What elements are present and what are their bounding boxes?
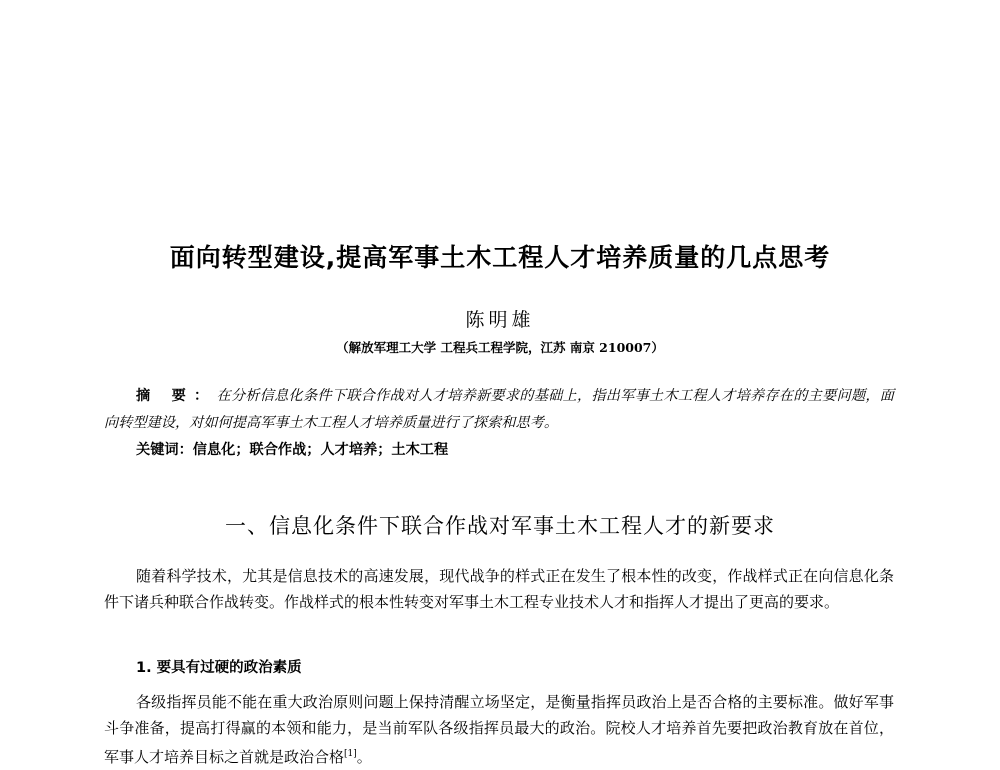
citation-reference: [1] xyxy=(344,749,357,759)
subsection-heading: 1. 要具有过硬的政治素质 xyxy=(136,660,302,676)
keywords xyxy=(136,437,448,464)
keywords-text: 信息化；联合作战；人才培养；土木工程 xyxy=(192,442,449,458)
author-affiliation: （解放军理工大学 工程兵工程学院，江苏 南京 210007） xyxy=(336,340,664,355)
paragraph-end: 。 xyxy=(356,748,372,766)
author-name: 陈明雄 xyxy=(465,309,535,331)
abstract xyxy=(104,383,894,437)
body-paragraph: 随着科学技术，尤其是信息技术的高速发展，现代战争的样式正在发生了根本性的改变，作战样式正在向信息化条件下诸兵种联合作战转变。作战样式的根本性转变对军事土木工程专业技术人才和指挥人才提出了更高的要求。 xyxy=(104,567,894,611)
keywords-label: 关键词： xyxy=(136,442,193,458)
section-heading: 一、信息化条件下联合作战对军事土木工程人才的新要求 xyxy=(225,514,775,538)
paper-title: 面向转型建设,提高军事土木工程人才培养质量的几点思考 xyxy=(169,243,831,272)
abstract-text: 在分析信息化条件下联合作战对人才培养新要求的基础上，指出军事土木工程人才培养存在的主要问题，面向转型建设，对如何提高军事土木工程人才培养质量进行了探索和思考。 xyxy=(104,388,894,431)
paragraph-text: 各级指挥员能不能在重大政治原则问题上保持清醒立场坚定，是衡量指挥员政治上是否合格的主要标准。做好军事斗争准备，提高打得赢的本领和能力，是当前军队各级指挥员最大的政治。院校人才培养首先要把政治教育放在首位，军事人才培养目标之首就是政治合格 xyxy=(104,693,894,766)
abstract-label: 摘 要： xyxy=(136,388,217,404)
body-paragraph-2 xyxy=(104,689,894,770)
